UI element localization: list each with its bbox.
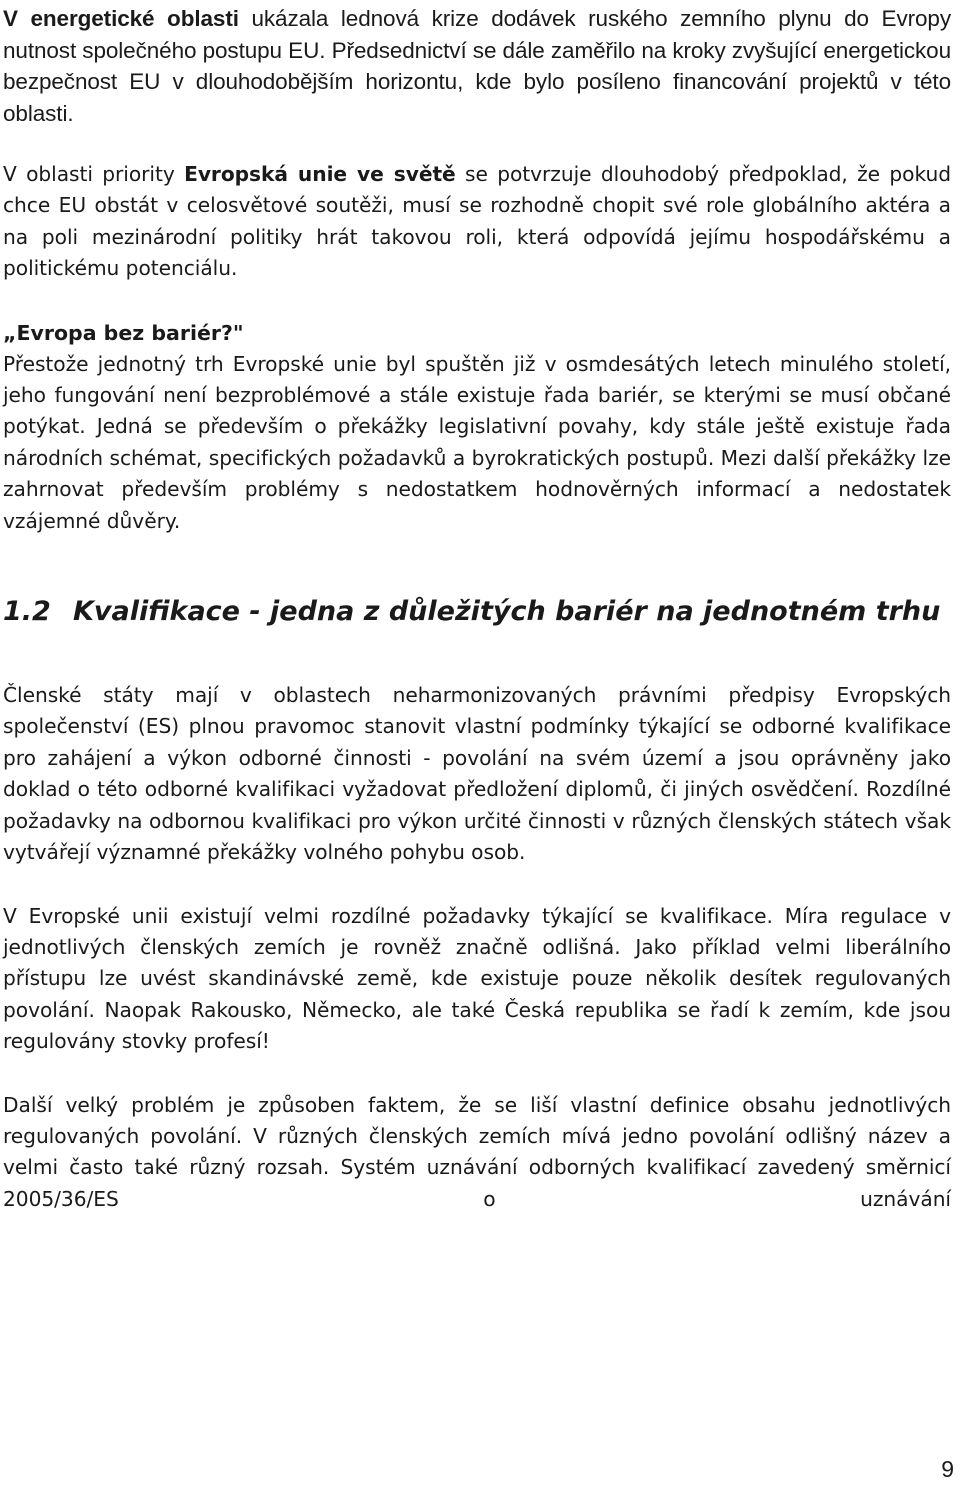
section-heading — [3, 595, 951, 628]
paragraph-eu-world-after: se potvrzuje dlouhodobý předpoklad, že pokud chce EU obstát v celosvětové soutěži, musí se rozhodně chopit své role globálního aktéra a na poli mezinárodní politiky hrát takovou roli, která odpovídá jejímu hospodářskému a politickému potenciálu. — [3, 162, 951, 281]
paragraph-member-states: Členské státy mají v oblastech neharmonizovaných právními předpisy Evropských společenství (ES) plnou pravomoc stanovit vlastní podmínky týkající se odborné kvalifikace pro zahájení a výkon odborné činnosti - povolání na svém území a jsou oprávněny jako doklad o této odborné kvalifikaci vyžadovat předložení diplomů, či jiných osvědčení. Rozdílné požadavky na odbornou kvalifikaci pro výkon určité činnosti v různých členských státech však vytvářejí významné překážky volného pohybu osob. — [3, 683, 951, 865]
paragraph-energy — [3, 3, 951, 129]
paragraph-energy-lead: V energetické oblasti — [3, 6, 239, 31]
question-title: „Evropa bez bariér?" — [3, 320, 244, 345]
paragraph-energy-text: ukázala lednová krize dodávek ruského zemního plynu do Evropy nutnost společného postupu EU. Předsednictví se dále zaměřilo na kroky zvyšující energetickou bezpečnost EU v dlouhodobějším horizontu, kde bylo posíleno financování projektů v této oblasti. — [3, 6, 951, 126]
paragraph-definitions: Další velký problém je způsoben faktem, že se liší vlastní definice obsahu jednotlivých regulovaných povolání. V různých členských zemích mívá jedno povolání odlišný název a velmi často také různý rozsah. Systém uznávání odborných kvalifikací zavedený směrnicí 2005/36/ES o uznávání — [3, 1092, 951, 1211]
paragraph-eu-world-before: V oblasti priority — [3, 162, 185, 186]
section-title: Kvalifikace - jedna z důležitých bariér na jednotném trhu — [73, 596, 941, 628]
paragraph-eu-world-bold: Evropská unie ve světě — [184, 162, 456, 186]
page-number: 9 — [941, 1456, 954, 1482]
paragraph-single-market: Přestože jednotný trh Evropské unie byl spuštěn již v osmdesátých letech minulého století, jeho fungování není bezproblémové a stále existuje řada bariér, se kterými se musí občané potýkat. Jedná se především o překážky legislativní povahy, kdy stále ještě existuje řada národních schémat, specifických požadavků a byrokratických postupů. Mezi další překážky lze zahrnovat především problémy s nedostatkem hodnověrných informací a nedostatek vzájemné důvěry. — [3, 351, 951, 533]
document-page — [3, 0, 951, 1215]
paragraph-eu-world — [3, 159, 951, 285]
section-number: 1.2 — [3, 596, 51, 628]
paragraph-requirements: V Evropské unii existují velmi rozdílné požadavky týkající se kvalifikace. Míra regulace v jednotlivých členských zemích je rovněž značně odlišná. Jako příklad velmi liberálního přístupu lze uvést skandinávské země, kde existuje pouze několik desítek regulovaných povolání. Naopak Rakousko, Německo, ale také Česká republika se řadí k zemím, kde jsou regulovány stovky profesí! — [3, 903, 951, 1054]
